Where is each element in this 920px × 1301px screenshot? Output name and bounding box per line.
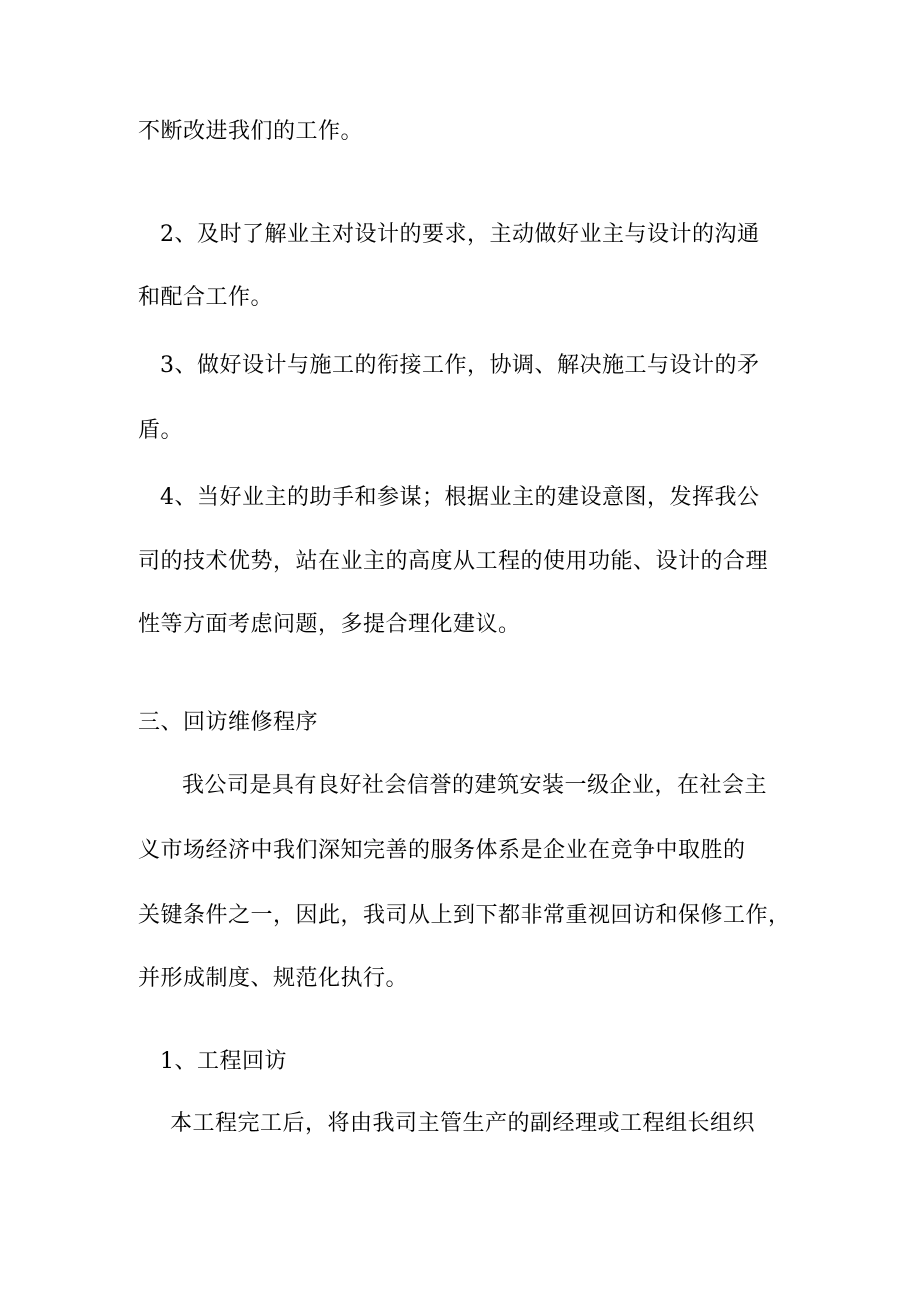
list-item-3-line-2: 盾。 bbox=[138, 418, 184, 443]
paragraph-line-4: 并形成制度、规范化执行。 bbox=[138, 966, 409, 991]
subsection-heading: 1、工程回访 bbox=[160, 1049, 287, 1074]
paragraph-line: 不断改进我们的工作。 bbox=[138, 119, 364, 144]
paragraph-line-2: 义市场经济中我们深知完善的服务体系是企业在竞争中取胜的 bbox=[138, 838, 746, 863]
list-item-3-line-1: 3、做好设计与施工的衔接工作，协调、解决施工与设计的矛 bbox=[160, 353, 760, 378]
paragraph-line-3: 关键条件之一，因此，我司从上到下都非常重视回访和保修工作， bbox=[138, 903, 791, 928]
list-item-4-line-1: 4、当好业主的助手和参谋；根据业主的建设意图，发挥我公 bbox=[160, 485, 760, 510]
paragraph-line-last: 本工程完工后，将由我司主管生产的副经理或工程组长组织 bbox=[170, 1111, 756, 1136]
list-item-2-line-1: 2、及时了解业主对设计的要求，主动做好业主与设计的沟通 bbox=[160, 222, 760, 247]
paragraph-line-1: 我公司是具有良好社会信誉的建筑安装一级企业，在社会主 bbox=[182, 773, 768, 798]
list-item-4-line-2: 司的技术优势，站在业主的高度从工程的使用功能、设计的合理 bbox=[138, 549, 769, 574]
section-heading: 三、回访维修程序 bbox=[138, 710, 319, 735]
list-item-4-line-3: 性等方面考虑问题，多提合理化建议。 bbox=[138, 612, 521, 637]
list-item-2-line-2: 和配合工作。 bbox=[138, 285, 274, 310]
